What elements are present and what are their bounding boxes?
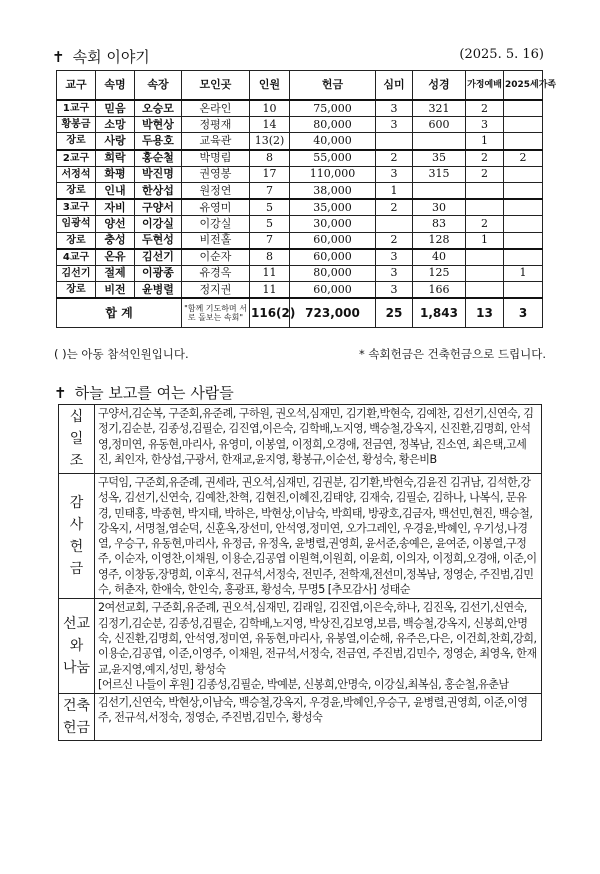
table-cell: 이강실 <box>182 216 250 232</box>
table-cell: 600 <box>413 117 466 133</box>
group-names: 구양서,김순복, 구준회,유준례, 구하원, 권오석,심재민, 김기환,박현숙, 김예찬, 김선기,신연숙, 김정기,김순분, 김종성,김필순, 김진엽,이은숙, 김학배,노지영, 백승철,강옥지, 신진환,김명희, 안석영,정미연, 유동현,마리사, 유영미, 이봉열, 이정희,오경애, 전금연, 정복남, 진소연, 최은택,고세진, 최인자, 한상섭,구광서, 한재교,윤지영, 황봉규,이순선, 황성숙, 황은비B <box>95 405 542 474</box>
table-cell: 2 <box>466 216 504 232</box>
cross-icon: ✝ <box>54 384 67 402</box>
total-cell: 1,843 <box>413 298 466 328</box>
table-cell: 사랑 <box>96 133 135 150</box>
table-cell: 인내 <box>96 182 135 199</box>
table-cell: 5 <box>250 216 290 232</box>
table-cell: 장로 <box>57 232 96 249</box>
table-cell <box>413 133 466 150</box>
table-cell: 권영봉 <box>182 166 250 182</box>
table-row <box>57 100 543 117</box>
table-row <box>57 182 543 199</box>
column-header: 속장 <box>135 71 182 101</box>
table-cell: 믿음 <box>96 100 135 117</box>
table-cell: 온라인 <box>182 100 250 117</box>
table-cell <box>504 133 543 150</box>
table-cell: 자비 <box>96 199 135 216</box>
table-cell <box>466 249 504 266</box>
table-cell: 1교구 <box>57 100 96 117</box>
table-cell: 박현상 <box>135 117 182 133</box>
group-label: 십 일 조 <box>59 405 95 474</box>
table-cell: 3 <box>466 117 504 133</box>
table-cell: 1 <box>466 133 504 150</box>
donor-table <box>58 404 542 741</box>
table-cell: 장로 <box>57 182 96 199</box>
section2-title: ✝ 하늘 보고를 여는 사람들 <box>54 384 234 402</box>
offering-note: * 속회헌금은 건축헌금으로 드립니다. <box>358 347 546 361</box>
table-cell: 유영미 <box>182 199 250 216</box>
table-cell: 8 <box>250 150 290 167</box>
table-cell <box>504 282 543 299</box>
table-row <box>57 265 543 281</box>
table-cell: 2 <box>466 150 504 167</box>
table-cell: 75,000 <box>290 100 376 117</box>
table-cell: 17 <box>250 166 290 182</box>
table-cell: 3 <box>376 117 413 133</box>
table-cell: 10 <box>250 100 290 117</box>
table-cell: 이강실 <box>135 216 182 232</box>
donor-group <box>59 599 542 694</box>
table-row <box>57 232 543 249</box>
table-cell: 희락 <box>96 150 135 167</box>
table-cell: 충성 <box>96 232 135 249</box>
table-cell: 정지권 <box>182 282 250 299</box>
total-cell: 723,000 <box>290 298 376 328</box>
table-cell: 2 <box>376 232 413 249</box>
table-cell <box>466 182 504 199</box>
table-cell: 5 <box>250 199 290 216</box>
table-cell <box>504 216 543 232</box>
table-cell <box>504 232 543 249</box>
table-cell: 11 <box>250 265 290 281</box>
table-cell <box>504 117 543 133</box>
table-cell: 38,000 <box>290 182 376 199</box>
table-cell: 60,000 <box>290 249 376 266</box>
table-cell: 홍순철 <box>135 150 182 167</box>
table-cell <box>504 199 543 216</box>
group-label: 건축 헌금 <box>59 694 95 741</box>
table-cell: 양선 <box>96 216 135 232</box>
table-cell: 2 <box>466 166 504 182</box>
column-header: 2025세가족 <box>504 71 543 101</box>
table-cell: 55,000 <box>290 150 376 167</box>
table-cell: 서정석 <box>57 166 96 182</box>
table-cell: 1 <box>504 265 543 281</box>
total-cell: 25 <box>376 298 413 328</box>
group-names: 구덕임, 구준회,유준례, 권세라, 권오석,심재민, 김권분, 김기환,박현숙,김윤진 김귀남, 김석한,강성옥, 김선기,신연숙, 김예찬,찬혁, 김현진,이혜진,김태양, 김재숙, 김필순, 김하나, 나복식, 문유경, 민태홍, 박종현, 박지태, 박하은, 박현상,이남숙, 박희태, 방광호,김금자, 백선민,현진, 백승철,강옥지, 서명철,염순덕, 신훈옥,장선미, 안석영,정미연, 오가그레인, 우경윤,박혜인, 우기성,나경열, 우승구, 유동현,마리사, 유정금, 유정옥, 윤병렬,권영희, 윤서준,송예은, 윤여준, 이봉열,구정주, 이순자, 이영찬,이채원, 이용순,김공엽 이원혁,이원희, 이윤희, 이의자, 이정희,오경애, 이준,이영주, 이창동,장명희, 이후식, 전규석,서정숙, 전민주, 전학재,전선미,정복남, 정영순, 주진범,김민수, 허춘자, 한애숙, 한인숙, 홍광표, 황성숙, 무명5 [추모감사] 성태순 <box>95 474 542 599</box>
table-cell <box>376 216 413 232</box>
table-cell: 두용호 <box>135 133 182 150</box>
column-header: 심미 <box>376 71 413 101</box>
table-cell: 40 <box>413 249 466 266</box>
table-cell: 비전홀 <box>182 232 250 249</box>
table-cell <box>466 199 504 216</box>
table-cell: 3 <box>376 249 413 266</box>
table-cell: 정평재 <box>182 117 250 133</box>
table-header <box>57 71 543 101</box>
donor-group <box>59 474 542 599</box>
report-date: (2025. 5. 16) <box>459 47 544 62</box>
total-cell: 116(2) <box>250 298 290 328</box>
table-cell: 7 <box>250 182 290 199</box>
total-cell: 13 <box>466 298 504 328</box>
table-body <box>57 100 543 328</box>
table-row <box>57 199 543 216</box>
table-cell: 321 <box>413 100 466 117</box>
table-cell: 128 <box>413 232 466 249</box>
table-cell: 3 <box>376 100 413 117</box>
table-cell: 박진명 <box>135 166 182 182</box>
table-cell: 2 <box>376 150 413 167</box>
child-note: ( )는 아동 참석인원입니다. <box>54 347 189 361</box>
table-cell: 3교구 <box>57 199 96 216</box>
table-cell: 60,000 <box>290 282 376 299</box>
table-cell: 7 <box>250 232 290 249</box>
table-cell: 80,000 <box>290 265 376 281</box>
table-row <box>57 150 543 167</box>
table-cell <box>504 166 543 182</box>
table-cell: 315 <box>413 166 466 182</box>
total-cell: "함께 기도하며 서로 돌보는 속회" <box>182 298 250 328</box>
table-cell: 절제 <box>96 265 135 281</box>
table-cell: 35,000 <box>290 199 376 216</box>
table-cell <box>466 265 504 281</box>
cross-icon: ✝ <box>52 48 65 66</box>
table-cell: 2 <box>504 150 543 167</box>
donor-group <box>59 405 542 474</box>
table-cell: 두현성 <box>135 232 182 249</box>
column-header: 교구 <box>57 71 96 101</box>
table-cell: 3 <box>376 265 413 281</box>
table-cell: 김선기 <box>135 249 182 266</box>
table-cell <box>413 182 466 199</box>
table-cell: 장로 <box>57 133 96 150</box>
table-cell: 비전 <box>96 282 135 299</box>
table-cell: 8 <box>250 249 290 266</box>
table-cell: 14 <box>250 117 290 133</box>
table-row <box>57 216 543 232</box>
table-cell <box>504 182 543 199</box>
header <box>52 46 544 66</box>
table-cell: 30 <box>413 199 466 216</box>
table-cell <box>504 249 543 266</box>
table-cell: 황봉금 <box>57 117 96 133</box>
table-cell: 원정연 <box>182 182 250 199</box>
table-cell: 윤병렬 <box>135 282 182 299</box>
table-cell: 1 <box>376 182 413 199</box>
column-header: 가정예배 <box>466 71 504 101</box>
total-cell: 3 <box>504 298 543 328</box>
table-row <box>57 282 543 299</box>
column-header: 모인곳 <box>182 71 250 101</box>
table-cell: 60,000 <box>290 232 376 249</box>
group-label: 선교 와 나눔 <box>59 599 95 694</box>
class-meeting-table <box>56 70 557 328</box>
table-cell <box>466 282 504 299</box>
total-row <box>57 298 543 328</box>
table-cell: 2 <box>376 199 413 216</box>
table-cell: 화평 <box>96 166 135 182</box>
table-cell: 35 <box>413 150 466 167</box>
table-row <box>57 133 543 150</box>
table-cell: 125 <box>413 265 466 281</box>
table-cell: 교육관 <box>182 133 250 150</box>
table-cell: 3 <box>376 166 413 182</box>
table-cell: 4교구 <box>57 249 96 266</box>
table-cell: 이광종 <box>135 265 182 281</box>
table-cell: 소망 <box>96 117 135 133</box>
table-cell: 한상섭 <box>135 182 182 199</box>
column-header: 속명 <box>96 71 135 101</box>
table-cell: 이순자 <box>182 249 250 266</box>
table-cell: 2교구 <box>57 150 96 167</box>
column-header: 헌금 <box>290 71 376 101</box>
column-header: 성경 <box>413 71 466 101</box>
group-label: 감 사 헌 금 <box>59 474 95 599</box>
group-names: 2여선교회, 구준회,유준례, 권오석,심재민, 김래일, 김진엽,이은숙,하나, 김진옥, 김선기,신연숙, 김정기,김순분, 김종성,김필순, 김학배,노지영, 박상진,김보영,보름, 백승철,강옥지, 신봉희,안명숙, 신진환,김명희, 안석영,정미연, 유동현,마리사, 유봉열,이순해, 유주은,다은, 이건희,찬희,강희, 이용순,김공엽, 이준,이영주, 이채원, 전규석,서정숙, 전금연, 주진범,김민수, 정영순, 최영옥, 한재교,윤지영,예지,성민, 황성숙 [어르신 나들이 후원] 김종성,김필순, 박예분, 신봉희,안명숙, 이강실,최복심, 홍순철,유춘남 <box>95 599 542 694</box>
total-cell: 합 계 <box>57 298 182 328</box>
section-title: ✝ 속회 이야기 <box>52 48 150 66</box>
table-cell: 40,000 <box>290 133 376 150</box>
column-header: 인원 <box>250 71 290 101</box>
table-cell: 2 <box>466 100 504 117</box>
table-cell: 장로 <box>57 282 96 299</box>
table-cell: 3 <box>376 282 413 299</box>
table-cell: 166 <box>413 282 466 299</box>
table-cell: 유경옥 <box>182 265 250 281</box>
table-row <box>57 117 543 133</box>
table-row <box>57 166 543 182</box>
table-cell: 110,000 <box>290 166 376 182</box>
table-cell <box>504 100 543 117</box>
table-cell: 30,000 <box>290 216 376 232</box>
table-cell: 박명림 <box>182 150 250 167</box>
table-cell <box>376 133 413 150</box>
table-cell: 임광석 <box>57 216 96 232</box>
table-cell: 오승모 <box>135 100 182 117</box>
group-names: 김선기,신연숙, 박현상,이남숙, 백승철,강옥지, 우경윤,박혜인,우승구, 윤병렬,권영희, 이준,이영주, 전규석,서정숙, 정영순, 주진범,김민수, 황성숙 <box>95 694 542 741</box>
table-cell: 80,000 <box>290 117 376 133</box>
table-cell: 온유 <box>96 249 135 266</box>
table-row <box>57 249 543 266</box>
table-cell: 13(2) <box>250 133 290 150</box>
table-cell: 구양서 <box>135 199 182 216</box>
table-cell: 83 <box>413 216 466 232</box>
table-cell: 김선기 <box>57 265 96 281</box>
donor-group <box>59 694 542 741</box>
table-cell: 11 <box>250 282 290 299</box>
table-cell: 1 <box>466 232 504 249</box>
